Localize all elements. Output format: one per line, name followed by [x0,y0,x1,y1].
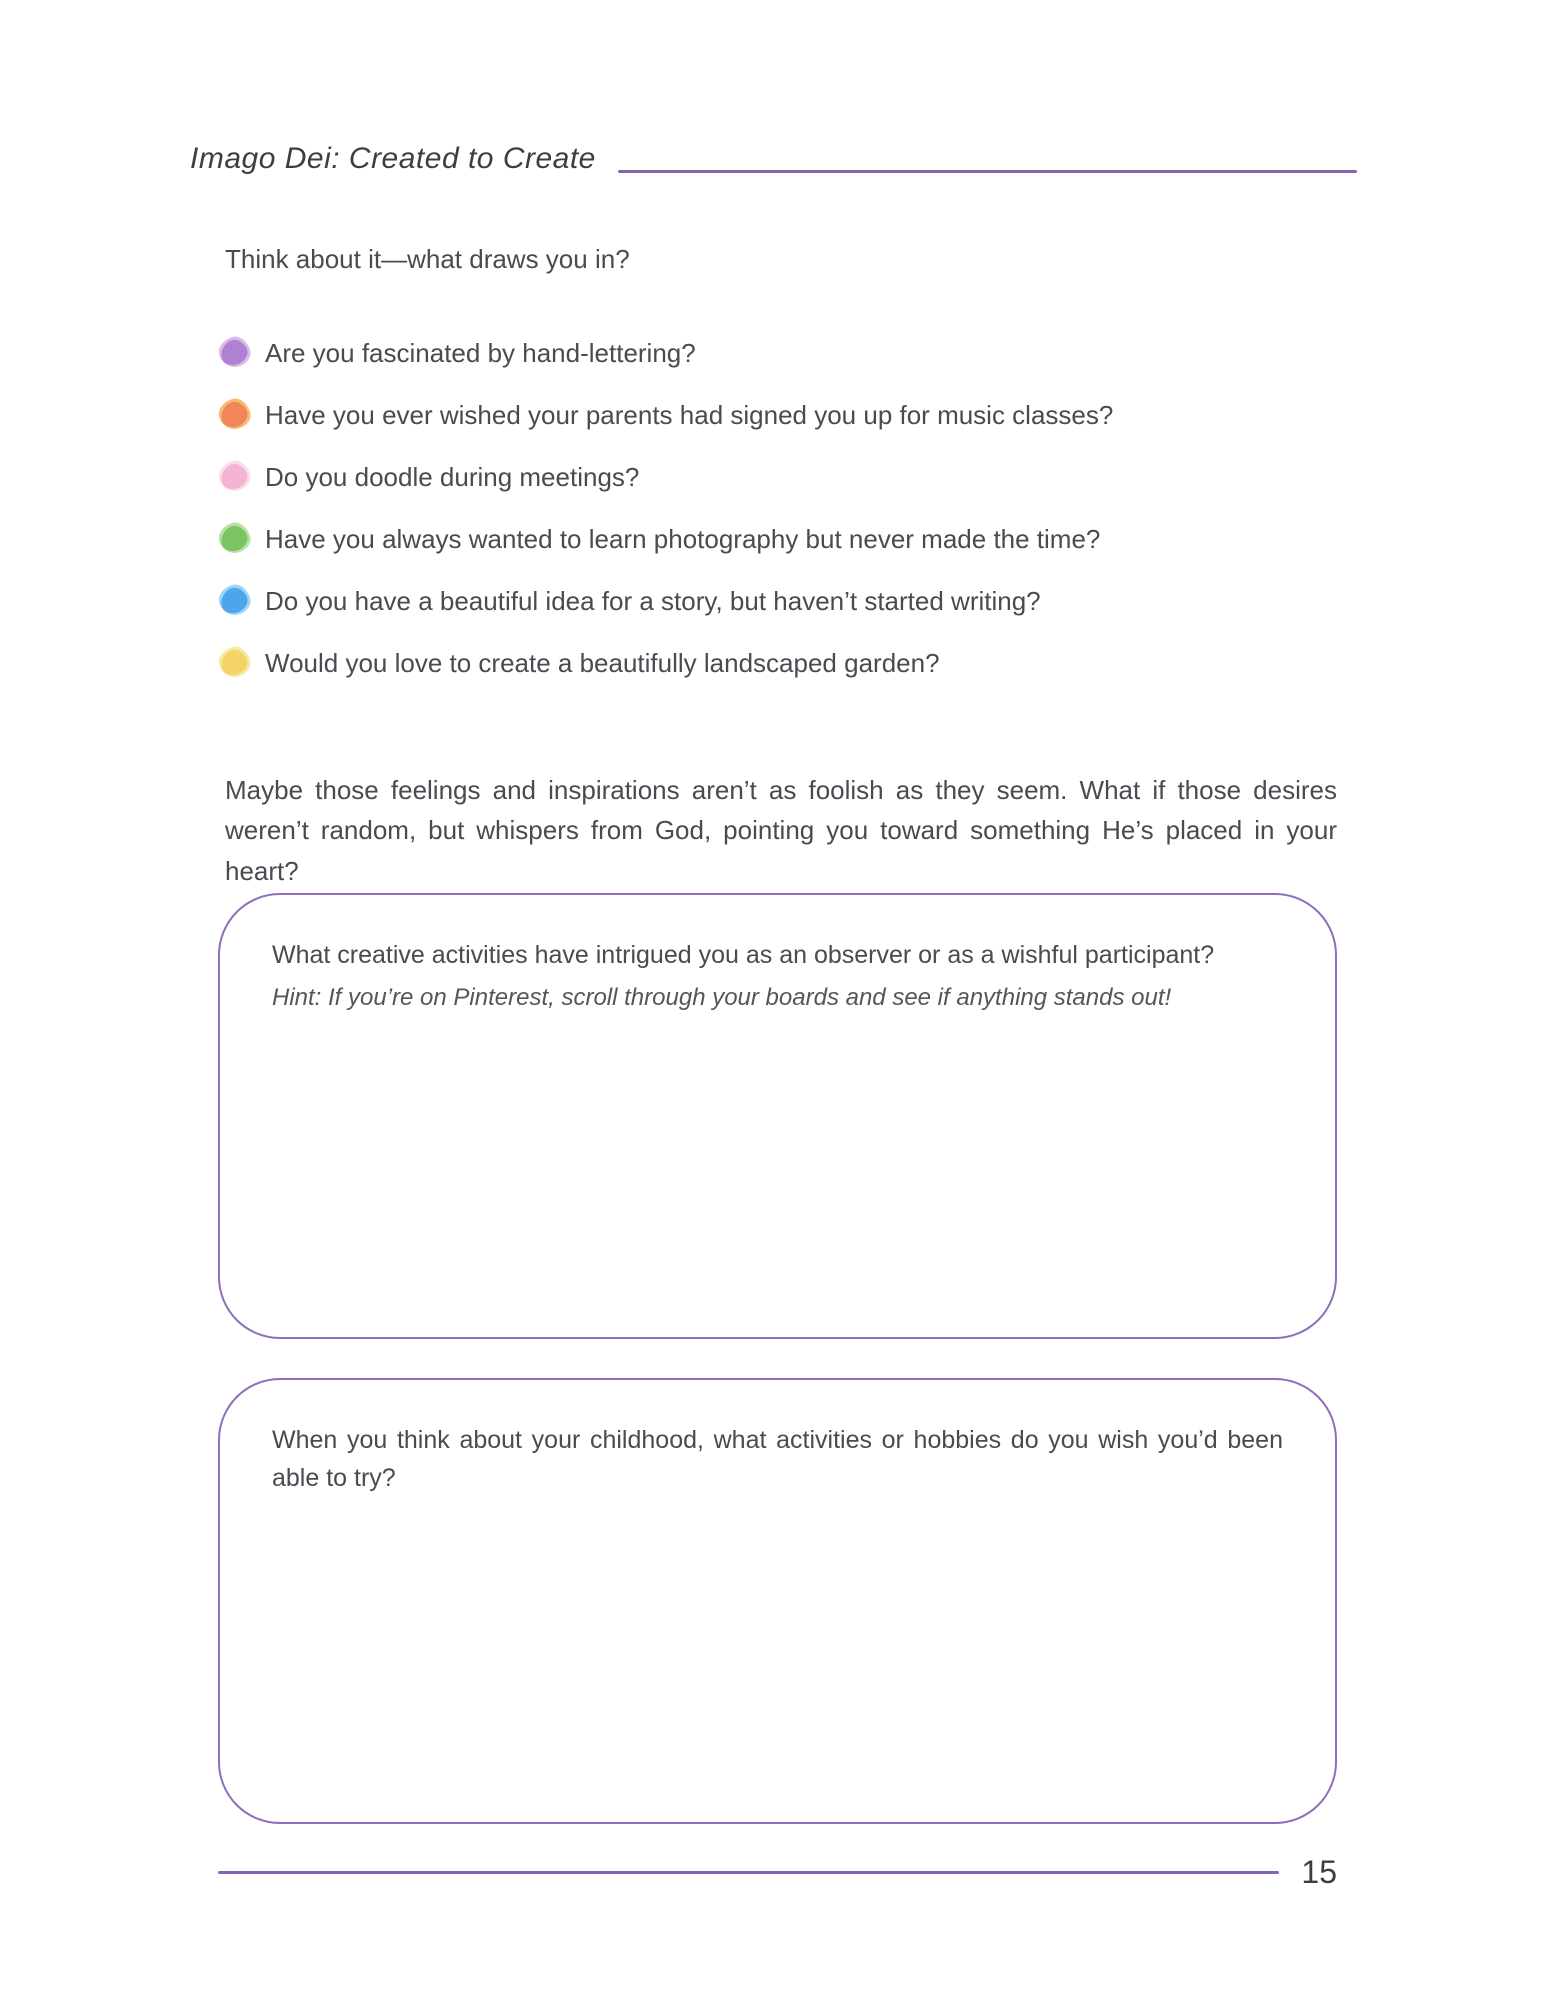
intro-paragraph: Maybe those feelings and inspirations aren’t as foolish as they seem. What if those desires weren’t random, but whispers from God, pointing you toward something He’s placed in your heart? [225,775,1337,886]
bullet-item [218,336,1113,370]
journal-prompt-box-1 [218,893,1337,1339]
bullet-list [218,336,1113,708]
journal-prompt-box-2 [218,1378,1337,1824]
bullet-item [218,646,1113,680]
book-title: Imago Dei: Created to Create [190,142,596,175]
bullet-item [218,460,1113,494]
response-writing-area [272,1012,1283,1272]
box-question: When you think about your childhood, what activities or hobbies do you wish you’d been able to try? [272,1426,1283,1492]
intro-question: Think about it—what draws you in? [225,244,630,274]
bullet-item [218,398,1113,432]
page-number: 15 [1301,1854,1337,1890]
bullet-label: Have you always wanted to learn photography but never made the time? [265,523,1101,554]
orange-watercolor-blob-icon [218,398,252,432]
purple-watercolor-blob-icon [218,336,252,370]
pink-watercolor-blob-icon [218,460,252,494]
bullet-label: Are you fascinated by hand-lettering? [265,337,696,368]
bullet-label: Do you have a beautiful idea for a story, but haven’t started writing? [265,585,1041,616]
yellow-watercolor-blob-icon [218,646,252,680]
bullet-label: Do you doodle during meetings? [265,461,640,492]
box-question: What creative activities have intrigued you as an observer or as a wishful participant? [272,941,1215,969]
blue-watercolor-blob-icon [218,584,252,618]
header-divider-line [618,170,1357,173]
bullet-label: Would you love to create a beautifully landscaped garden? [265,647,940,678]
page-footer [218,1856,1337,1888]
bullet-item [218,522,1113,556]
response-writing-area [272,1497,1283,1757]
box-hint: Hint: If you’re on Pinterest, scroll through your boards and see if anything stands out! [272,983,1172,1011]
green-watercolor-blob-icon [218,522,252,556]
footer-divider-line [218,1871,1279,1874]
bullet-label: Have you ever wished your parents had signed you up for music classes? [265,399,1114,430]
page-header [190,142,1357,186]
bullet-item [218,584,1113,618]
